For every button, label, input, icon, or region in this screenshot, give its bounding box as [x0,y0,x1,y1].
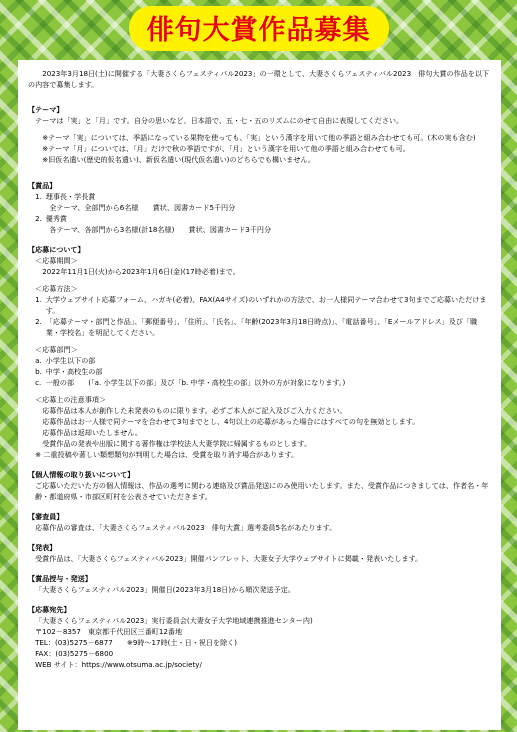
prizes-heading: 【賞品】 [28,181,57,190]
method-item: 1. 大学ウェブサイト応募フォーム、ハガキ(必着)、FAX(A4サイズ)のいずれかの方法で、お一人様同テーマ合わせて3句までご応募いただけます。 [35,295,487,315]
theme-note: ※テーマ「月」については、「月」だけで秋の季語ですが、「月」という漢字を用いて他の季語と組み合わせても可。 [42,144,410,153]
document-body [18,60,501,730]
prize-item: 1. 理事長・学長賞 [35,192,96,201]
privacy-text: ご応募いただいた方の個人情報は、作品の選考に関わる連絡及び賞品発送にのみ使用いたします。また、受賞作品につきましては、作者名・年齢・都道府県・市部区町村を公表させていただきます。 [35,481,489,501]
award-heading: 【賞品授与・発送】 [28,574,92,583]
contact-web-link[interactable]: WEB サイト：https://www.otsuma.ac.jp/society/ [35,660,202,669]
award-section [28,573,491,595]
division-item: a. 小学生以下の部 [35,356,96,365]
division-item: c. 一般の部 (「a. 小学生以下の部」及び「b. 中学・高校生の部」以外の方が対象になります。) [35,378,346,387]
method-item: 2. 「応募テーマ・部門と作品」、「郵便番号」、「住所」、「氏名」、「年齢(2023年3月18日時点)」、「電話番号」、「Eメールアドレス」及び「職業・学校名」を明記してください。 [35,317,478,337]
period-heading: ＜応募期間＞ [35,256,78,265]
division-item: b. 中学・高校生の部 [35,367,103,376]
note-warning: ※ 二重投稿や著しい類想類句が判明した場合は、受賞を取り消す場合があります。 [35,450,299,459]
apply-section [28,244,491,460]
judges-heading: 【審査員】 [28,512,64,521]
notes-heading: ＜応募上の注意事項＞ [35,395,107,404]
contact-address: 〒102－8357 東京都千代田区三番町12番地 [35,627,183,636]
judges-section [28,511,491,533]
note-item: 応募作品は返却いたしません。 [42,428,142,437]
announce-section [28,542,491,564]
announce-text: 受賞作品は、「大妻さくらフェスティバル2023」開催パンフレット、大妻女子大学ウェブサイトに掲載・発表いたします。 [35,554,423,563]
contact-tel: TEL：(03)5275－6877 ※9時～17時(土・日・祝日を除く) [35,638,238,647]
theme-note: ※テーマ「実」については、季語になっている果物を使っても、「実」という漢字を用いて他の季語と組み合わせても可。(木の実も含む) [42,133,476,142]
contact-fax: FAX：(03)5275－6800 [35,649,114,658]
contact-org: 「大妻さくらフェスティバル2023」実行委員会(大妻女子大学地域連携推進センター内) [35,616,313,625]
intro-text: 2023年3月18日(土)に開催する「大妻さくらフェスティバル2023」の一環として、大妻さくらフェスティバル2023 俳句大賞の作品を以下の内容で募集します。 [28,69,490,89]
prize-detail: 全テーマ、全部門から6名様 賞状、図書カード5千円分 [49,203,236,212]
period-text: 2022年11月1日(火)から2023年1月6日(金)(17時必着)まで。 [42,267,240,276]
privacy-section [28,469,491,502]
award-text: 「大妻さくらフェスティバル2023」開催日(2023年3月18日)から順次発送予定。 [35,585,295,594]
prize-detail: 各テーマ、各部門から3名様(計18名様) 賞状、図書カード3千円分 [49,225,272,234]
division-heading: ＜応募部門＞ [35,345,78,354]
title-banner [0,6,517,51]
theme-section [28,104,491,165]
page-title: 俳句大賞作品募集 [129,6,389,51]
theme-note: ※旧仮名遣い(歴史的仮名遣い)、新仮名遣い(現代仮名遣い)のどちらでも構いません。 [42,155,315,164]
theme-line: テーマは「実」と「月」です。自分の思いなど、日本語で、五・七・五のリズムにのせて自由に表現してください。 [35,116,404,125]
note-item: 受賞作品の発表や出版に関する著作権は学校法人大妻学院に帰属するものとします。 [42,439,312,448]
announce-heading: 【発表】 [28,543,57,552]
judges-text: 応募作品の審査は、「大妻さくらフェスティバル2023 俳句大賞」選考委員5名があたります。 [35,523,337,532]
theme-heading: 【テーマ】 [28,105,64,114]
note-item: 応募作品は本人が創作した未発表のものに限ります。必ずご本人がご記入及びご入力ください。 [42,406,347,415]
apply-heading: 【応募について】 [28,245,85,254]
contact-heading: 【応募宛先】 [28,605,71,614]
method-heading: ＜応募方法＞ [35,284,78,293]
prizes-section [28,180,491,235]
privacy-heading: 【個人情報の取り扱いについて】 [28,470,135,479]
prize-item: 2. 優秀賞 [35,214,68,223]
note-item: 応募作品はお一人様で同テーマを合わせて3句までとし、4句以上の応募があった場合にはすべての句を無効とします。 [42,417,420,426]
contact-section [28,604,491,670]
